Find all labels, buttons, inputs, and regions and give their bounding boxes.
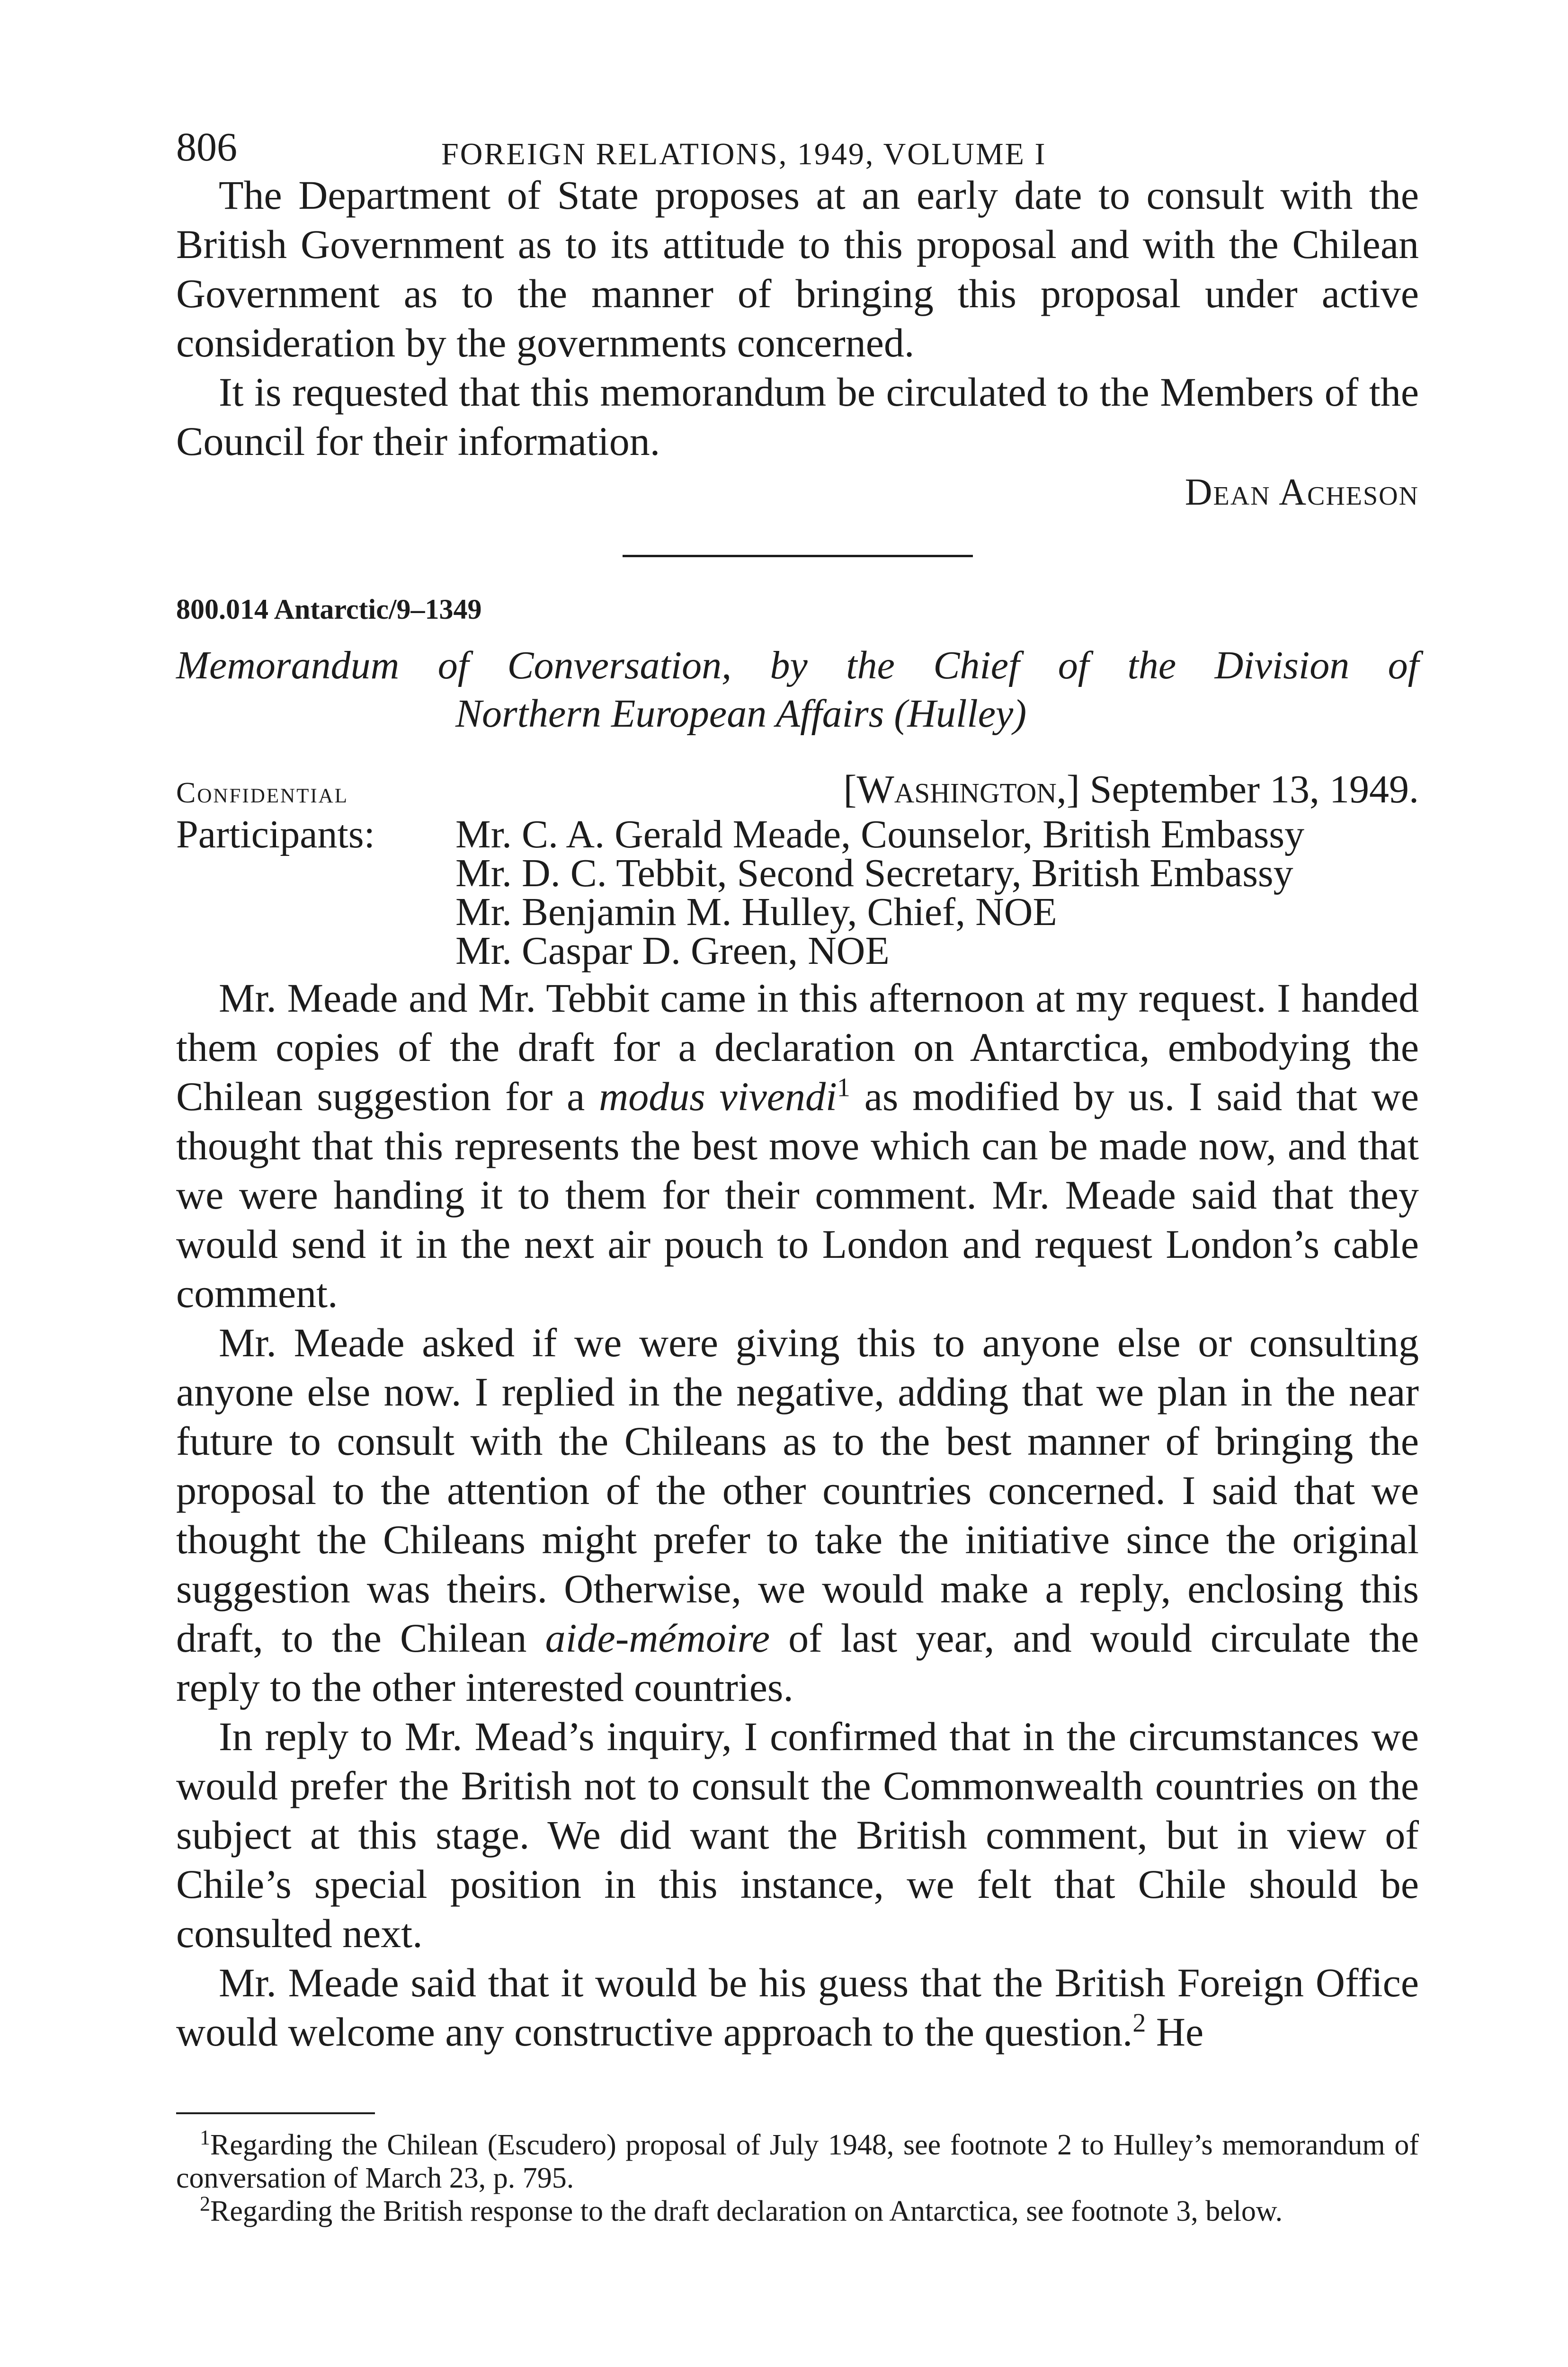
footnote-reference: 2 bbox=[1132, 2008, 1146, 2038]
italic-term: modus vivendi bbox=[599, 1074, 837, 1119]
body-text: Mr. Meade asked if we were giving this to anyone else or consulting anyone else now. I replied in the negative, adding that we plan in the near future to consult with the Chileans as to the best manner of bringing the proposal to the attention of the other countries concerned. I said that we thought the Chileans might prefer to take the initiative since the original suggestion was theirs. Otherwise, we would make a reply, enclosing this draft, to the Chilean bbox=[176, 1320, 1419, 1661]
page-header bbox=[176, 114, 1419, 170]
body-text: of last year, and would circulate the reply to the other interested countries. bbox=[176, 1615, 1419, 1710]
body-text: Mr. Meade and Mr. Tebbit came in this afternoon at my request. I handed them copies of the draft for a declaration on Antarctica, embodying the Chilean suggestion for a bbox=[176, 975, 1419, 1119]
footnote-text: Regarding the Chilean (Escudero) proposal of July 1948, see footnote 2 to Hulley’s memorandum of conversation of March 23, p. 795. bbox=[176, 2129, 1419, 2194]
body-paragraph-4 bbox=[176, 1958, 1419, 2056]
document-page bbox=[176, 114, 1419, 2228]
participants-list bbox=[455, 812, 1305, 973]
footnote-2 bbox=[176, 2192, 1419, 2228]
italic-term: aide-mémoire bbox=[545, 1615, 770, 1661]
participants-label: Participants: bbox=[176, 812, 375, 856]
footnote-text: Regarding the British response to the draft declaration on Antarctica, see footnote 3, below. bbox=[210, 2195, 1283, 2227]
classification: Confidential bbox=[176, 777, 348, 809]
dateline-date: September 13, 1949. bbox=[1089, 767, 1419, 811]
footnote-mark: 2 bbox=[200, 2192, 210, 2216]
intro-paragraph-2: It is requested that this memorandum be circulated to the Members of the Council for their information. bbox=[176, 369, 1419, 464]
dateline bbox=[843, 766, 1419, 812]
running-head: FOREIGN RELATIONS, 1949, VOLUME I bbox=[441, 137, 1047, 171]
participant: Mr. D. C. Tebbit, Second Secretary, British Embassy bbox=[455, 851, 1293, 895]
document-meta bbox=[176, 766, 1419, 812]
file-id: 800.014 Antarctic/9–1349 bbox=[176, 594, 482, 625]
participant: Mr. Benjamin M. Hulley, Chief, NOE bbox=[455, 890, 1057, 934]
signature: Dean Acheson bbox=[1185, 472, 1419, 513]
page-number: 806 bbox=[176, 124, 237, 169]
participant: Mr. Caspar D. Green, NOE bbox=[455, 929, 890, 973]
body-paragraph-3: In reply to Mr. Mead’s inquiry, I confirmed that in the circumstances we would prefer the British not to consult the Commonwealth countries on the subject at this stage. We did want the British comment, but in view of Chile’s special position in this instance, we felt that Chile should be consulted next. bbox=[176, 1714, 1419, 1956]
document-title-line-2: Northern European Affairs (Hulley) bbox=[455, 692, 1027, 736]
body-paragraph-2 bbox=[176, 1318, 1419, 1712]
participant: Mr. C. A. Gerald Meade, Counselor, British Embassy bbox=[455, 812, 1305, 856]
document-title-line-1: Memorandum of Conversation, by the Chief of the Division of bbox=[176, 643, 1419, 687]
body-text: as modified by us. I said that we thought that this represents the best move which can be made now, and that we were handing it to them for their comment. Mr. Meade said that they would send it in the next air pouch to London and request London’s cable comment. bbox=[176, 1074, 1419, 1316]
body-text: Mr. Meade said that it would be his guess that the British Foreign Office would welcome any constructive approach to the question. bbox=[176, 1960, 1419, 2055]
footnote-divider bbox=[176, 2112, 375, 2114]
participants bbox=[176, 812, 1419, 973]
body-text: He bbox=[1146, 2009, 1204, 2055]
footnote-reference: 1 bbox=[837, 1073, 850, 1103]
footnote-1 bbox=[176, 2128, 1419, 2195]
body-paragraph-1 bbox=[176, 973, 1419, 1318]
section-divider bbox=[623, 555, 973, 557]
dateline-place: [Washington,] bbox=[843, 767, 1080, 811]
intro-paragraph-1: The Department of State proposes at an early date to consult with the British Government as to its attitude to this proposal and with the Chilean Government as to the manner of bringing this proposal under active consideration by the governments concerned. bbox=[176, 172, 1419, 365]
footnote-mark: 1 bbox=[200, 2126, 210, 2149]
